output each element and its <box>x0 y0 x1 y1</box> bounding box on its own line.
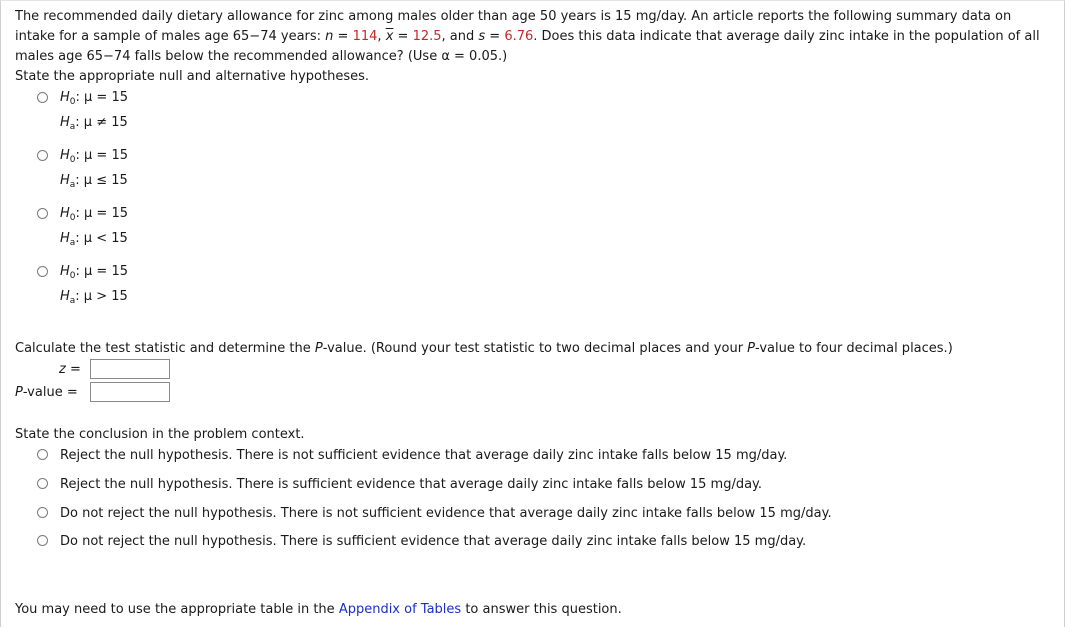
radio-button[interactable] <box>37 507 48 518</box>
sample-size-value: 114 <box>352 29 378 44</box>
problem-line-2 <box>15 29 1040 44</box>
null-hypothesis: $H_0$: μ = 15 <box>60 264 128 281</box>
problem-text: . Does this data indicate that average daily zinc intake in the population of all <box>533 29 1040 44</box>
xbar-symbol: $\overline{x}$ <box>385 29 394 44</box>
conclusion-text: Do not reject the null hypothesis. There is not sufficient evidence that average daily zinc intake falls below 15 mg/day. <box>60 506 832 521</box>
sample-sd-value: 6.76 <box>504 29 534 44</box>
separator: , and <box>441 29 479 44</box>
radio-button[interactable] <box>37 266 48 277</box>
problem-line-3: males age 65−74 falls below the recommended allowance? (Use α = 0.05.) <box>15 49 508 64</box>
z-input[interactable] <box>90 359 170 379</box>
alternative-hypothesis: $H_a$: μ < 15 <box>60 231 128 248</box>
equals: = <box>393 29 413 44</box>
conclusion-text: Reject the null hypothesis. There is sufficient evidence that average daily zinc intake falls below 15 mg/day. <box>60 477 763 492</box>
alternative-hypothesis: $H_a$: μ ≤ 15 <box>60 173 128 190</box>
footer-text: You may need to use the appropriate table in the <box>15 602 339 617</box>
appendix-note <box>15 602 622 617</box>
hypotheses-prompt: State the appropriate null and alternative hypotheses. <box>15 69 369 84</box>
radio-button[interactable] <box>37 535 48 546</box>
footer-text: to answer this question. <box>461 602 622 617</box>
equals: = <box>485 29 505 44</box>
conclusion-text: Reject the null hypothesis. There is not sufficient evidence that average daily zinc intake falls below 15 mg/day. <box>60 448 788 463</box>
p-value-label: P-value = <box>15 385 78 400</box>
alternative-hypothesis: $H_a$: μ > 15 <box>60 289 128 306</box>
radio-button[interactable] <box>37 92 48 103</box>
null-hypothesis: $H_0$: μ = 15 <box>60 206 128 223</box>
z-label: z = <box>59 362 81 377</box>
null-hypothesis: $H_0$: μ = 15 <box>60 90 128 107</box>
radio-button[interactable] <box>37 449 48 460</box>
sample-mean-value: 12.5 <box>412 29 442 44</box>
test-statistic-prompt: Calculate the test statistic and determine the P-value. (Round your test statistic to two decimal places and your P-value to four decimal places.) <box>15 341 953 356</box>
appendix-link[interactable]: Appendix of Tables <box>338 602 462 617</box>
s-symbol: s <box>478 29 486 44</box>
radio-button[interactable] <box>37 150 48 161</box>
problem-line-1: The recommended daily dietary allowance for zinc among males older than age 50 years is 15 mg/day. An article reports the following summary data on <box>15 9 1012 24</box>
alternative-hypothesis: $H_a$: μ ≠ 15 <box>60 115 128 132</box>
p-value-input[interactable] <box>90 382 170 402</box>
problem-text: intake for a sample of males age 65−74 years: <box>15 29 326 44</box>
separator: , <box>377 29 386 44</box>
null-hypothesis: $H_0$: μ = 15 <box>60 148 128 165</box>
radio-button[interactable] <box>37 478 48 489</box>
conclusion-prompt: State the conclusion in the problem context. <box>15 427 305 442</box>
equals: = <box>333 29 353 44</box>
radio-button[interactable] <box>37 208 48 219</box>
conclusion-text: Do not reject the null hypothesis. There is sufficient evidence that average daily zinc intake falls below 15 mg/day. <box>60 534 807 549</box>
n-symbol: n <box>325 29 334 44</box>
